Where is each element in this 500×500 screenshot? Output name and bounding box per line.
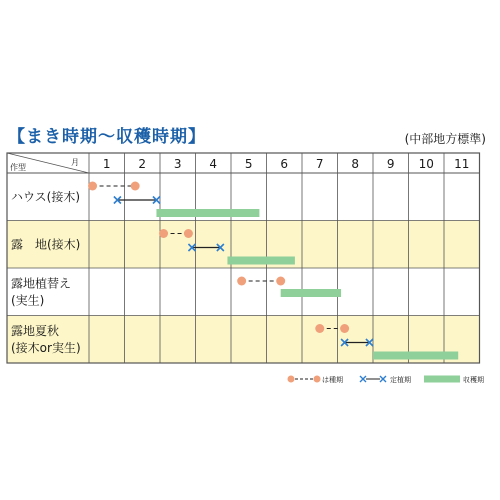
sowing-start-dot [159,229,168,238]
month-label: 9 [386,157,395,171]
row-label: 露 地(接木) [11,237,81,252]
month-label: 5 [244,157,253,171]
row-label: ハウス(接木) [11,189,81,204]
sowing-end-dot [131,182,140,191]
region-note: (中部地方標準) [404,132,486,146]
month-label: 4 [209,157,218,171]
legend-planting-x [380,376,386,382]
corner-type-label: 作型 [10,163,26,172]
harvest-period-bar [156,209,259,217]
month-label: 6 [280,157,289,171]
sowing-start-dot [88,182,97,191]
month-label: 11 [454,157,470,171]
sowing-start-dot [315,324,324,333]
row-label: (実生) [11,293,45,308]
legend-planting-label: 定植期 [390,376,411,384]
row-label: 露地夏秋 [11,323,60,338]
month-label: 10 [418,157,434,171]
page-title: 【まき時期～収穫時期】 [8,127,206,147]
month-label: 8 [351,157,360,171]
sowing-end-dot [340,324,349,333]
legend-harvest-label: 収穫期 [463,376,484,384]
sowing-start-dot [237,277,246,286]
month-label: 1 [102,157,111,171]
legend-harvest-bar [424,376,460,383]
harvest-period-bar [373,352,458,360]
month-label: 3 [173,157,182,171]
corner-month-label: 月 [71,158,79,167]
month-label: 2 [138,157,147,171]
row-label: (接木or実生) [11,340,81,355]
row-label: 露地植替え [11,276,72,291]
sowing-end-dot [276,277,285,286]
harvest-period-bar [227,257,294,265]
legend-planting-x [360,376,366,382]
legend-sowing-dot [288,376,295,383]
month-label: 7 [315,157,324,171]
legend-sowing-label: は種期 [322,376,343,384]
harvest-period-bar [281,289,341,297]
legend-sowing-dot [314,376,321,383]
sowing-end-dot [184,229,193,238]
